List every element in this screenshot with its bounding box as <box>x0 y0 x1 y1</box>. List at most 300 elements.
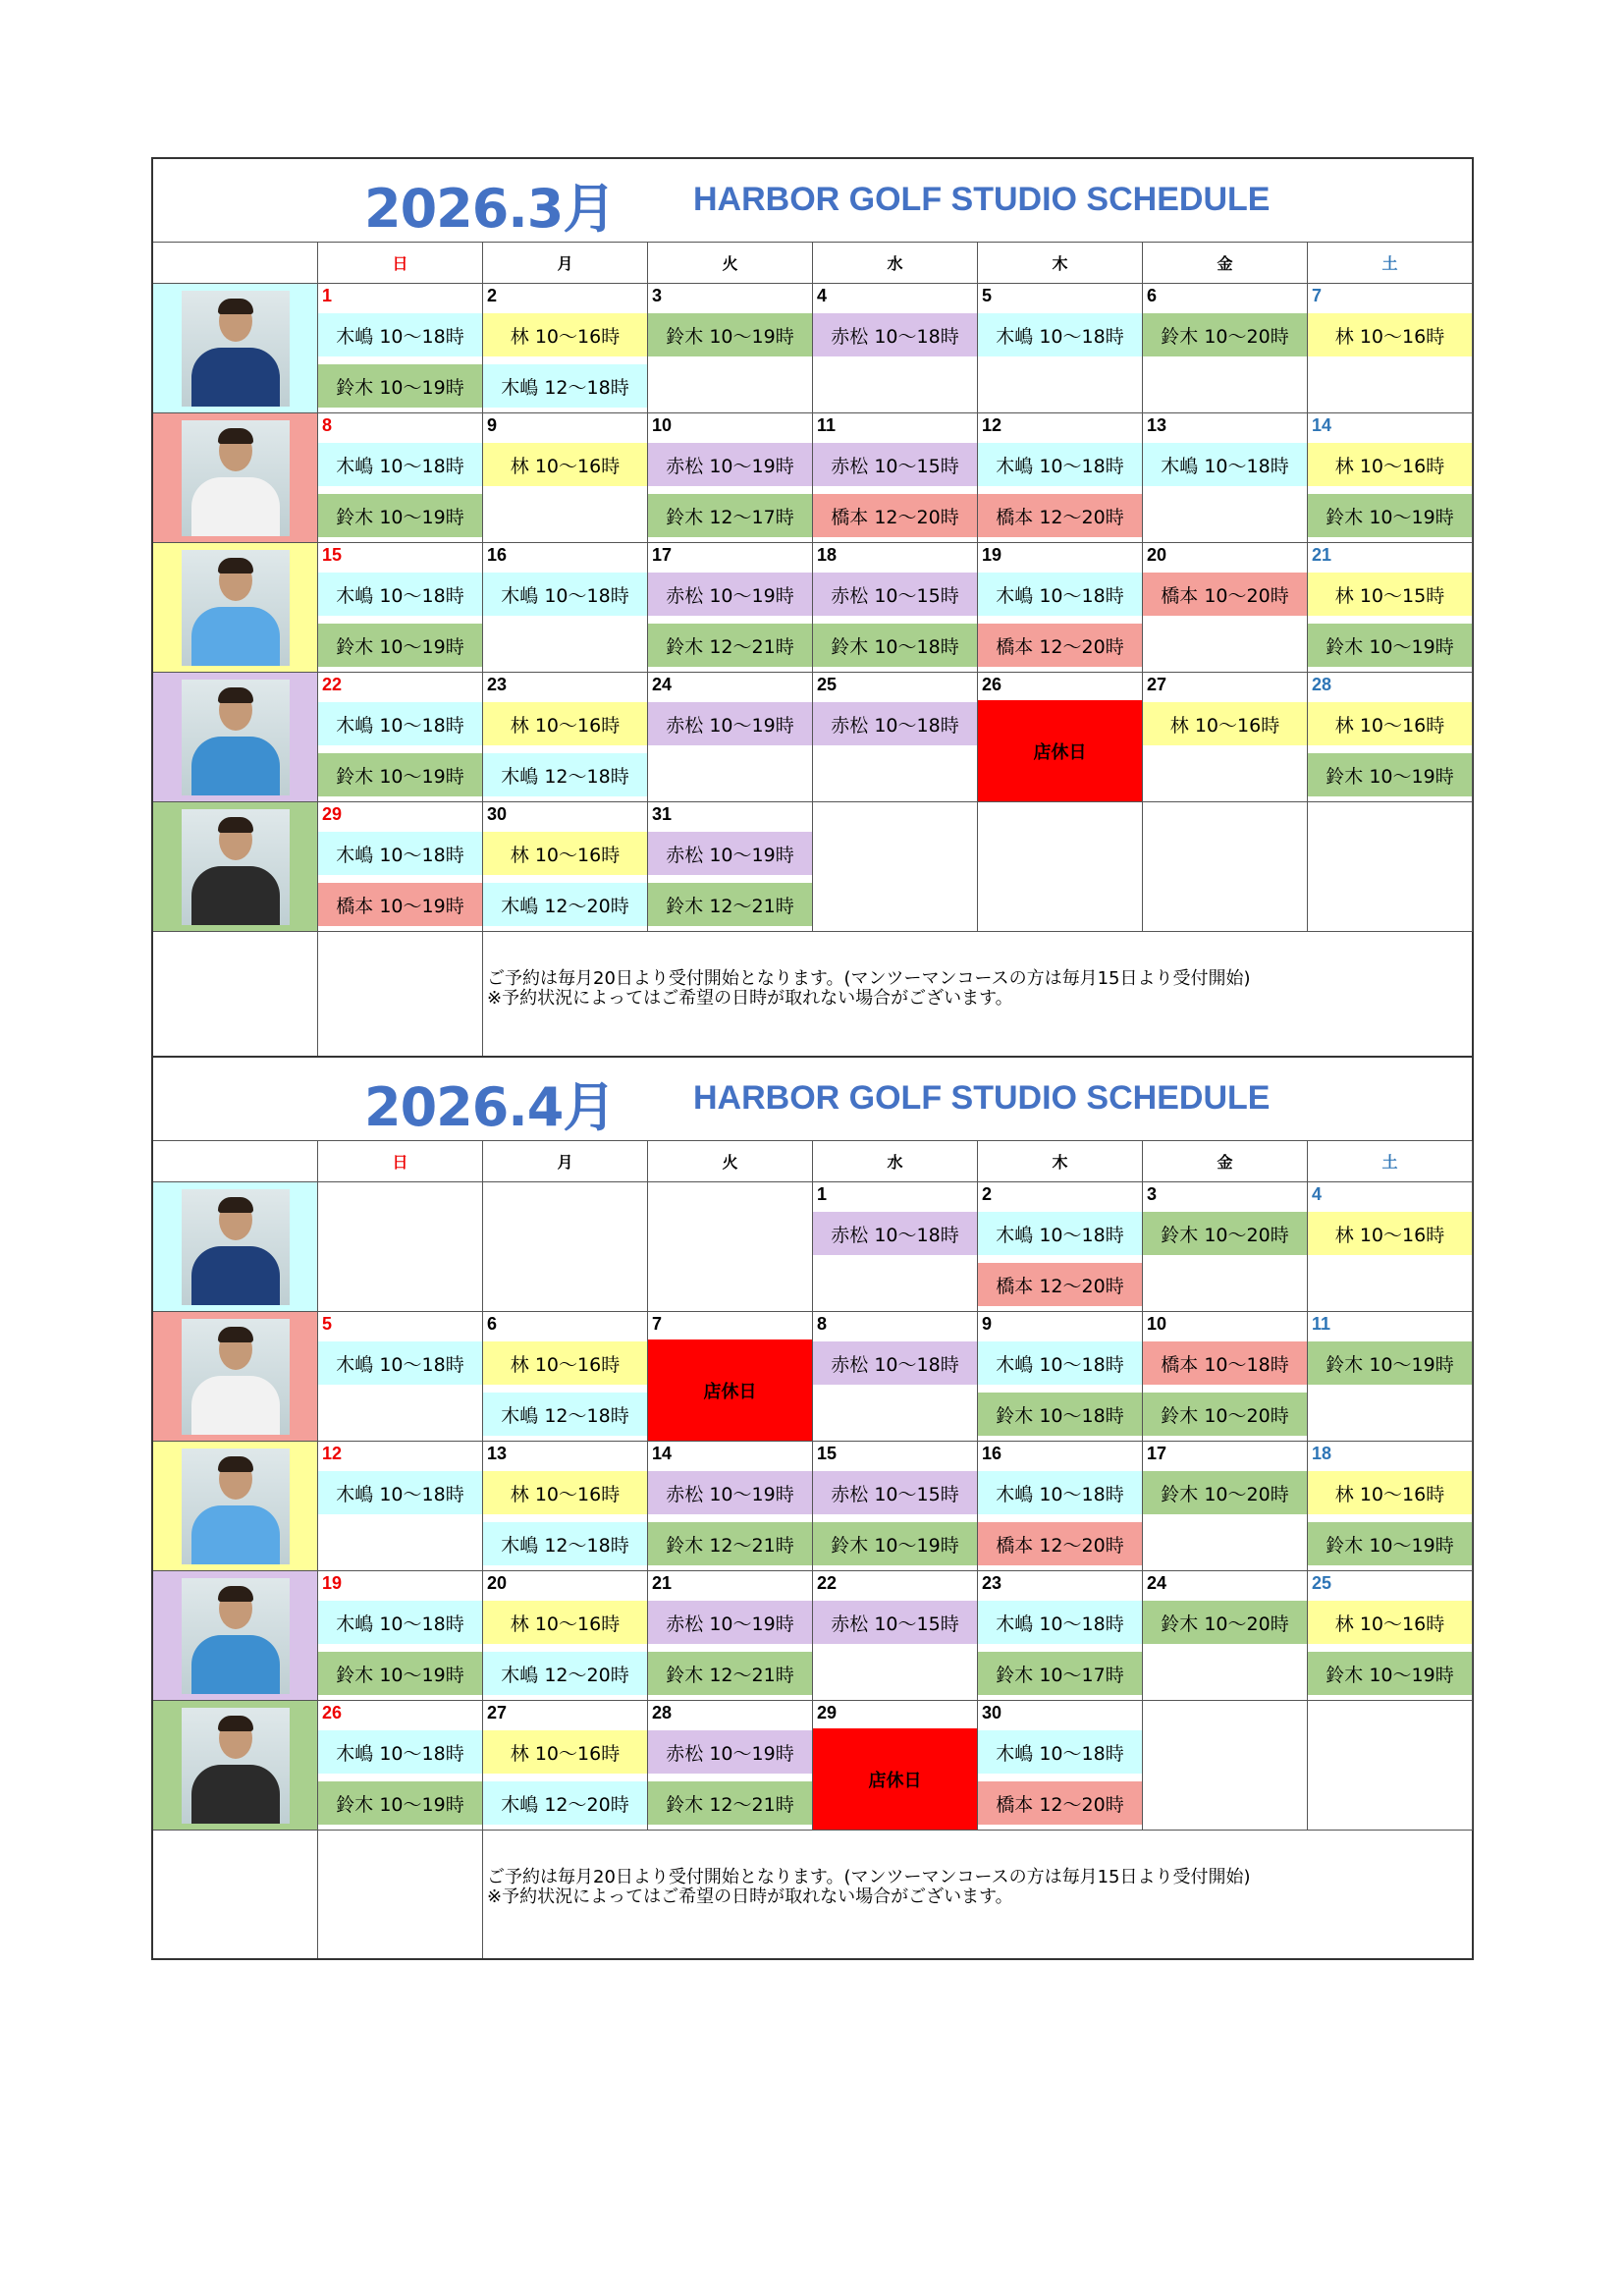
coach-shift-akamatsu[interactable]: 赤松 10〜15時 <box>813 1471 977 1514</box>
coach-shift-kishima[interactable]: 木嶋 10〜18時 <box>483 573 647 616</box>
weekday-header: 土 <box>1308 1141 1473 1182</box>
day-cell <box>318 1312 483 1442</box>
day-cell <box>318 413 483 543</box>
coach-shift-suzuki[interactable]: 鈴木 10〜19時 <box>1308 1341 1472 1385</box>
day-cell <box>483 1701 648 1831</box>
coach-shift-kishima[interactable]: 木嶋 10〜18時 <box>1143 443 1307 486</box>
day-cell <box>813 1571 978 1701</box>
day-number: 13 <box>487 1444 508 1463</box>
coach-shirt <box>191 1505 280 1564</box>
day-number: 3 <box>652 286 663 305</box>
day-cell <box>978 413 1143 543</box>
coach-photo-cell <box>153 1442 318 1571</box>
day-cell <box>483 1571 648 1701</box>
day-cell <box>648 1312 813 1442</box>
coach-shift-suzuki[interactable]: 鈴木 10〜19時 <box>813 1522 977 1565</box>
day-number: 4 <box>817 286 828 305</box>
day-cell <box>1143 413 1308 543</box>
day-number: 1 <box>322 286 333 305</box>
weekday-header: 木 <box>978 1141 1143 1182</box>
closed-day-badge: 店休日 <box>978 700 1142 801</box>
coach-shirt <box>191 737 280 795</box>
day-cell <box>318 802 483 932</box>
day-number: 30 <box>982 1703 1002 1722</box>
day-number: 21 <box>652 1573 673 1593</box>
day-cell <box>813 1701 978 1831</box>
day-cell <box>483 413 648 543</box>
day-cell <box>318 543 483 673</box>
coach-shift-hayashi[interactable]: 林 10〜16時 <box>483 832 647 875</box>
reservation-notice <box>483 1831 1473 1958</box>
day-cell <box>648 413 813 543</box>
coach-shift-kishima[interactable]: 木嶋 10〜18時 <box>318 1601 482 1644</box>
day-number: 11 <box>1312 1314 1331 1334</box>
coach-shift-kishima[interactable]: 木嶋 12〜18時 <box>483 364 647 408</box>
day-cell <box>813 1182 978 1312</box>
notice-blank-cell <box>153 1831 318 1958</box>
schedule-grid <box>153 243 1472 932</box>
day-cell <box>483 673 648 802</box>
day-cell <box>1308 413 1473 543</box>
day-cell <box>1143 673 1308 802</box>
weekday-header: 火 <box>648 1141 813 1182</box>
coach-shirt <box>191 607 280 666</box>
coach-shift-akamatsu[interactable]: 赤松 10〜18時 <box>813 313 977 356</box>
coach-shift-suzuki[interactable]: 鈴木 12〜21時 <box>648 624 812 667</box>
day-number: 11 <box>817 415 837 435</box>
reservation-notice-line: ※予約状況によってはご希望の日時が取れない場合がございます。 <box>487 988 1013 1009</box>
coach-shift-kishima[interactable]: 木嶋 12〜18時 <box>483 753 647 796</box>
day-cell <box>813 543 978 673</box>
day-number: 17 <box>652 545 673 565</box>
weekday-header: 月 <box>483 1141 648 1182</box>
coach-hashimoto <box>182 420 290 536</box>
day-number: 21 <box>1312 545 1332 565</box>
coach-shift-hashimoto[interactable]: 橋本 12〜20時 <box>978 1522 1142 1565</box>
day-number: 19 <box>322 1573 343 1593</box>
coach-photo-cell <box>153 802 318 932</box>
day-number: 25 <box>1312 1573 1332 1593</box>
month-title: 2026.3月 <box>364 178 616 240</box>
coach-hayashi <box>182 550 290 666</box>
coach-shift-suzuki[interactable]: 鈴木 10〜20時 <box>1143 1601 1307 1644</box>
day-number: 22 <box>817 1573 838 1593</box>
coach-shift-akamatsu[interactable]: 赤松 10〜15時 <box>813 573 977 616</box>
day-cell <box>1143 1182 1308 1312</box>
day-number: 9 <box>487 415 498 435</box>
day-cell <box>978 1182 1143 1312</box>
closed-day-badge: 店休日 <box>813 1728 977 1830</box>
month-title: 2026.4月 <box>364 1076 616 1138</box>
coach-shift-kishima[interactable]: 木嶋 12〜18時 <box>483 1393 647 1436</box>
coach-hayashi <box>182 1449 290 1564</box>
notice-row <box>153 932 1472 1060</box>
day-cell <box>813 1442 978 1571</box>
coach-shirt <box>191 866 280 925</box>
day-cell <box>978 284 1143 413</box>
day-number: 8 <box>322 415 333 435</box>
day-cell <box>318 284 483 413</box>
coach-shift-suzuki[interactable]: 鈴木 10〜18時 <box>978 1393 1142 1436</box>
coach-shift-hayashi[interactable]: 林 10〜16時 <box>1308 443 1472 486</box>
studio-schedule-title: HARBOR GOLF STUDIO SCHEDULE <box>693 181 1271 218</box>
day-number: 26 <box>982 675 1002 694</box>
day-cell <box>813 802 978 932</box>
coach-shift-akamatsu[interactable]: 赤松 10〜19時 <box>648 832 812 875</box>
day-number: 4 <box>1312 1184 1323 1204</box>
day-cell <box>1308 802 1473 932</box>
weekday-header: 土 <box>1308 243 1473 284</box>
coach-photo-cell <box>153 543 318 673</box>
calendar-header <box>153 1058 1472 1141</box>
day-cell <box>1308 284 1473 413</box>
weekday-header: 月 <box>483 243 648 284</box>
day-cell <box>483 802 648 932</box>
coach-shift-kishima[interactable]: 木嶋 10〜18時 <box>318 443 482 486</box>
coach-kishima <box>182 1189 290 1305</box>
coach-shift-suzuki[interactable]: 鈴木 10〜19時 <box>318 624 482 667</box>
coach-hair <box>218 558 253 574</box>
coach-shift-hayashi[interactable]: 林 10〜16時 <box>1143 702 1307 745</box>
day-cell <box>1143 1701 1308 1831</box>
day-cell <box>318 1182 483 1312</box>
weekday-header: 火 <box>648 243 813 284</box>
day-number: 30 <box>487 804 508 824</box>
day-cell <box>978 1312 1143 1442</box>
day-number: 22 <box>322 675 343 694</box>
coach-shift-kishima[interactable]: 木嶋 10〜18時 <box>318 1471 482 1514</box>
day-number: 12 <box>322 1444 343 1463</box>
day-cell <box>648 1182 813 1312</box>
coach-shift-hayashi[interactable]: 林 10〜16時 <box>1308 313 1472 356</box>
day-number: 7 <box>652 1314 663 1334</box>
coach-shift-suzuki[interactable]: 鈴木 10〜19時 <box>318 1781 482 1825</box>
day-cell <box>648 802 813 932</box>
coach-shirt <box>191 348 280 407</box>
day-number: 15 <box>817 1444 838 1463</box>
day-number: 17 <box>1147 1444 1167 1463</box>
reservation-notice <box>483 932 1473 1060</box>
coach-hair <box>218 299 253 314</box>
day-cell <box>318 673 483 802</box>
day-cell <box>813 284 978 413</box>
day-number: 15 <box>322 545 343 565</box>
coach-photo-cell <box>153 673 318 802</box>
coach-hashimoto <box>182 1319 290 1435</box>
day-cell <box>1308 1442 1473 1571</box>
coach-shift-kishima[interactable]: 木嶋 12〜18時 <box>483 1522 647 1565</box>
coach-hair <box>218 817 253 833</box>
coach-shift-akamatsu[interactable]: 赤松 10〜15時 <box>813 1601 977 1644</box>
coach-shift-suzuki[interactable]: 鈴木 10〜19時 <box>648 313 812 356</box>
coach-shift-akamatsu[interactable]: 赤松 10〜19時 <box>648 443 812 486</box>
closed-day-badge: 店休日 <box>648 1339 812 1441</box>
day-number: 8 <box>817 1314 828 1334</box>
day-number: 27 <box>487 1703 508 1722</box>
coach-shift-suzuki[interactable]: 鈴木 12〜17時 <box>648 494 812 537</box>
day-number: 1 <box>817 1184 828 1204</box>
calendar-april <box>151 1056 1474 1960</box>
coach-hair <box>218 428 253 444</box>
day-number: 25 <box>817 675 838 694</box>
coach-photo-cell <box>153 413 318 543</box>
coach-photo-cell <box>153 1182 318 1312</box>
coach-shift-hashimoto[interactable]: 橋本 12〜20時 <box>978 624 1142 667</box>
coach-shift-hayashi[interactable]: 林 10〜16時 <box>483 443 647 486</box>
coach-shift-kishima[interactable]: 木嶋 10〜18時 <box>978 1730 1142 1774</box>
day-cell <box>648 1701 813 1831</box>
day-number: 12 <box>982 415 1002 435</box>
weekday-header: 金 <box>1143 1141 1308 1182</box>
coach-shift-hayashi[interactable]: 林 10〜16時 <box>483 1730 647 1774</box>
coach-shift-suzuki[interactable]: 鈴木 10〜19時 <box>1308 1522 1472 1565</box>
day-number: 18 <box>1312 1444 1332 1463</box>
coach-shift-hayashi[interactable]: 林 10〜16時 <box>1308 1212 1472 1255</box>
coach-shift-suzuki[interactable]: 鈴木 10〜20時 <box>1143 1212 1307 1255</box>
day-cell <box>483 1312 648 1442</box>
coach-hair <box>218 1197 253 1213</box>
day-cell <box>978 802 1143 932</box>
day-number: 6 <box>487 1314 498 1334</box>
coach-shift-hayashi[interactable]: 林 10〜16時 <box>483 313 647 356</box>
coach-akamatsu <box>182 680 290 795</box>
coach-photo-cell <box>153 1312 318 1442</box>
day-cell <box>1143 543 1308 673</box>
studio-schedule-title: HARBOR GOLF STUDIO SCHEDULE <box>693 1079 1271 1117</box>
day-number: 29 <box>322 804 343 824</box>
coach-shift-hayashi[interactable]: 林 10〜16時 <box>483 702 647 745</box>
day-cell <box>1308 673 1473 802</box>
reservation-notice-line: ※予約状況によってはご希望の日時が取れない場合がございます。 <box>487 1886 1013 1907</box>
weekday-header-blank <box>153 243 318 284</box>
day-cell <box>483 543 648 673</box>
coach-hair <box>218 687 253 703</box>
day-cell <box>1308 1182 1473 1312</box>
coach-shift-suzuki[interactable]: 鈴木 10〜20時 <box>1143 1471 1307 1514</box>
coach-shift-kishima[interactable]: 木嶋 10〜18時 <box>318 1341 482 1385</box>
day-number: 18 <box>817 545 838 565</box>
coach-shift-hashimoto[interactable]: 橋本 10〜20時 <box>1143 573 1307 616</box>
coach-shirt <box>191 1246 280 1305</box>
day-cell <box>1143 1442 1308 1571</box>
weekday-header: 金 <box>1143 243 1308 284</box>
coach-shift-suzuki[interactable]: 鈴木 10〜18時 <box>813 624 977 667</box>
coach-shift-hayashi[interactable]: 林 10〜16時 <box>483 1601 647 1644</box>
coach-photo-cell <box>153 1571 318 1701</box>
day-cell <box>813 413 978 543</box>
coach-shift-kishima[interactable]: 木嶋 10〜18時 <box>978 1341 1142 1385</box>
coach-shift-hashimoto[interactable]: 橋本 12〜20時 <box>978 494 1142 537</box>
day-number: 28 <box>652 1703 673 1722</box>
weekday-header-blank <box>153 1141 318 1182</box>
coach-shift-akamatsu[interactable]: 赤松 10〜19時 <box>648 1601 812 1644</box>
coach-shift-akamatsu[interactable]: 赤松 10〜15時 <box>813 443 977 486</box>
coach-shift-akamatsu[interactable]: 赤松 10〜18時 <box>813 702 977 745</box>
coach-shift-suzuki[interactable]: 鈴木 12〜21時 <box>648 1522 812 1565</box>
coach-shift-suzuki[interactable]: 鈴木 10〜19時 <box>1308 624 1472 667</box>
day-cell <box>978 1701 1143 1831</box>
day-cell <box>483 284 648 413</box>
day-number: 2 <box>982 1184 993 1204</box>
coach-shift-kishima[interactable]: 木嶋 10〜18時 <box>978 1212 1142 1255</box>
notice-row <box>153 1831 1472 1958</box>
day-cell <box>1308 1571 1473 1701</box>
coach-shift-hayashi[interactable]: 林 10〜16時 <box>1308 702 1472 745</box>
coach-shift-hashimoto[interactable]: 橋本 10〜18時 <box>1143 1341 1307 1385</box>
day-number: 14 <box>1312 415 1332 435</box>
weekday-header: 水 <box>813 1141 978 1182</box>
day-number: 5 <box>322 1314 333 1334</box>
weekday-header: 日 <box>318 243 483 284</box>
coach-shift-kishima[interactable]: 木嶋 10〜18時 <box>978 1471 1142 1514</box>
day-cell <box>1143 1312 1308 1442</box>
coach-suzuki <box>182 809 290 925</box>
day-number: 5 <box>982 286 993 305</box>
coach-shirt <box>191 1376 280 1435</box>
coach-shift-suzuki[interactable]: 鈴木 10〜17時 <box>978 1652 1142 1695</box>
day-number: 27 <box>1147 675 1167 694</box>
coach-shift-kishima[interactable]: 木嶋 10〜18時 <box>978 313 1142 356</box>
coach-shift-hayashi[interactable]: 林 10〜16時 <box>1308 1601 1472 1644</box>
coach-shift-hashimoto[interactable]: 橋本 12〜20時 <box>978 1781 1142 1825</box>
coach-shift-hashimoto[interactable]: 橋本 10〜19時 <box>318 883 482 926</box>
coach-shirt <box>191 477 280 536</box>
coach-shift-suzuki[interactable]: 鈴木 12〜21時 <box>648 883 812 926</box>
coach-akamatsu <box>182 1578 290 1694</box>
day-number: 29 <box>817 1703 838 1722</box>
coach-photo-cell <box>153 284 318 413</box>
day-number: 19 <box>982 545 1002 565</box>
coach-kishima <box>182 291 290 407</box>
day-cell <box>648 284 813 413</box>
day-number: 26 <box>322 1703 343 1722</box>
weekday-header: 木 <box>978 243 1143 284</box>
coach-hair <box>218 1586 253 1602</box>
day-cell <box>1143 1571 1308 1701</box>
day-number: 23 <box>487 675 508 694</box>
coach-shift-kishima[interactable]: 木嶋 10〜18時 <box>978 443 1142 486</box>
coach-shift-hashimoto[interactable]: 橋本 12〜20時 <box>813 494 977 537</box>
coach-shift-akamatsu[interactable]: 赤松 10〜19時 <box>648 702 812 745</box>
coach-shift-suzuki[interactable]: 鈴木 10〜20時 <box>1143 1393 1307 1436</box>
coach-shift-suzuki[interactable]: 鈴木 10〜19時 <box>318 1652 482 1695</box>
coach-shift-suzuki[interactable]: 鈴木 10〜19時 <box>1308 753 1472 796</box>
day-number: 24 <box>1147 1573 1167 1593</box>
day-number: 2 <box>487 286 498 305</box>
notice-blank-cell <box>318 932 483 1060</box>
coach-shift-akamatsu[interactable]: 赤松 10〜19時 <box>648 573 812 616</box>
coach-shift-suzuki[interactable]: 鈴木 12〜21時 <box>648 1652 812 1695</box>
day-number: 13 <box>1147 415 1167 435</box>
day-number: 24 <box>652 675 673 694</box>
weekday-header: 日 <box>318 1141 483 1182</box>
reservation-notice-line: ご予約は毎月20日より受付開始となります。(マンツーマンコースの方は毎月15日より受付開始) <box>487 1867 1251 1887</box>
coach-shift-suzuki[interactable]: 鈴木 10〜19時 <box>318 753 482 796</box>
coach-shift-hashimoto[interactable]: 橋本 12〜20時 <box>978 1263 1142 1306</box>
coach-shift-suzuki[interactable]: 鈴木 10〜19時 <box>1308 494 1472 537</box>
notice-blank-cell <box>318 1831 483 1958</box>
day-cell <box>813 1312 978 1442</box>
coach-hair <box>218 1456 253 1472</box>
day-cell <box>648 1571 813 1701</box>
day-cell <box>978 673 1143 802</box>
coach-shift-kishima[interactable]: 木嶋 12〜20時 <box>483 883 647 926</box>
day-cell <box>1308 1701 1473 1831</box>
day-number: 10 <box>652 415 673 435</box>
day-cell <box>1143 802 1308 932</box>
day-cell <box>483 1182 648 1312</box>
coach-shift-hayashi[interactable]: 林 10〜15時 <box>1308 573 1472 616</box>
coach-shift-akamatsu[interactable]: 赤松 10〜19時 <box>648 1730 812 1774</box>
day-cell <box>813 673 978 802</box>
calendar-header <box>153 159 1472 243</box>
day-number: 23 <box>982 1573 1002 1593</box>
day-cell <box>483 1442 648 1571</box>
coach-shift-suzuki[interactable]: 鈴木 10〜19時 <box>318 494 482 537</box>
day-number: 20 <box>487 1573 508 1593</box>
coach-shift-kishima[interactable]: 木嶋 10〜18時 <box>978 1601 1142 1644</box>
coach-shift-kishima[interactable]: 木嶋 10〜18時 <box>978 573 1142 616</box>
coach-hair <box>218 1716 253 1731</box>
coach-shift-kishima[interactable]: 木嶋 12〜20時 <box>483 1781 647 1825</box>
coach-shift-hayashi[interactable]: 林 10〜16時 <box>483 1471 647 1514</box>
coach-shift-suzuki[interactable]: 鈴木 10〜20時 <box>1143 313 1307 356</box>
day-cell <box>318 1571 483 1701</box>
day-cell <box>978 1571 1143 1701</box>
day-cell <box>978 543 1143 673</box>
day-cell <box>978 1442 1143 1571</box>
coach-suzuki <box>182 1708 290 1824</box>
coach-shift-akamatsu[interactable]: 赤松 10〜18時 <box>813 1212 977 1255</box>
day-number: 20 <box>1147 545 1167 565</box>
coach-shift-kishima[interactable]: 木嶋 10〜18時 <box>318 702 482 745</box>
day-cell <box>1308 543 1473 673</box>
day-cell <box>318 1442 483 1571</box>
day-cell <box>648 543 813 673</box>
coach-shift-hayashi[interactable]: 林 10〜16時 <box>1308 1471 1472 1514</box>
coach-shift-kishima[interactable]: 木嶋 10〜18時 <box>318 832 482 875</box>
coach-shift-suzuki[interactable]: 鈴木 10〜19時 <box>1308 1652 1472 1695</box>
coach-shift-kishima[interactable]: 木嶋 10〜18時 <box>318 1730 482 1774</box>
day-number: 14 <box>652 1444 673 1463</box>
day-number: 3 <box>1147 1184 1158 1204</box>
day-cell <box>318 1701 483 1831</box>
coach-shirt <box>191 1635 280 1694</box>
day-number: 28 <box>1312 675 1332 694</box>
day-number: 7 <box>1312 286 1323 305</box>
coach-shift-kishima[interactable]: 木嶋 12〜20時 <box>483 1652 647 1695</box>
reservation-notice-line: ご予約は毎月20日より受付開始となります。(マンツーマンコースの方は毎月15日より受付開始) <box>487 968 1251 989</box>
coach-shift-kishima[interactable]: 木嶋 10〜18時 <box>318 573 482 616</box>
coach-shift-suzuki[interactable]: 鈴木 10〜19時 <box>318 364 482 408</box>
coach-shift-hayashi[interactable]: 林 10〜16時 <box>483 1341 647 1385</box>
day-number: 31 <box>652 804 673 824</box>
coach-shift-kishima[interactable]: 木嶋 10〜18時 <box>318 313 482 356</box>
day-number: 16 <box>487 545 508 565</box>
day-number: 6 <box>1147 286 1158 305</box>
coach-hair <box>218 1327 253 1342</box>
day-number: 10 <box>1147 1314 1167 1334</box>
day-cell <box>648 673 813 802</box>
coach-shift-suzuki[interactable]: 鈴木 12〜21時 <box>648 1781 812 1825</box>
coach-shift-akamatsu[interactable]: 赤松 10〜19時 <box>648 1471 812 1514</box>
day-cell <box>1143 284 1308 413</box>
weekday-header: 水 <box>813 243 978 284</box>
day-number: 9 <box>982 1314 993 1334</box>
coach-shift-akamatsu[interactable]: 赤松 10〜18時 <box>813 1341 977 1385</box>
coach-photo-cell <box>153 1701 318 1831</box>
notice-blank-cell <box>153 932 318 1060</box>
